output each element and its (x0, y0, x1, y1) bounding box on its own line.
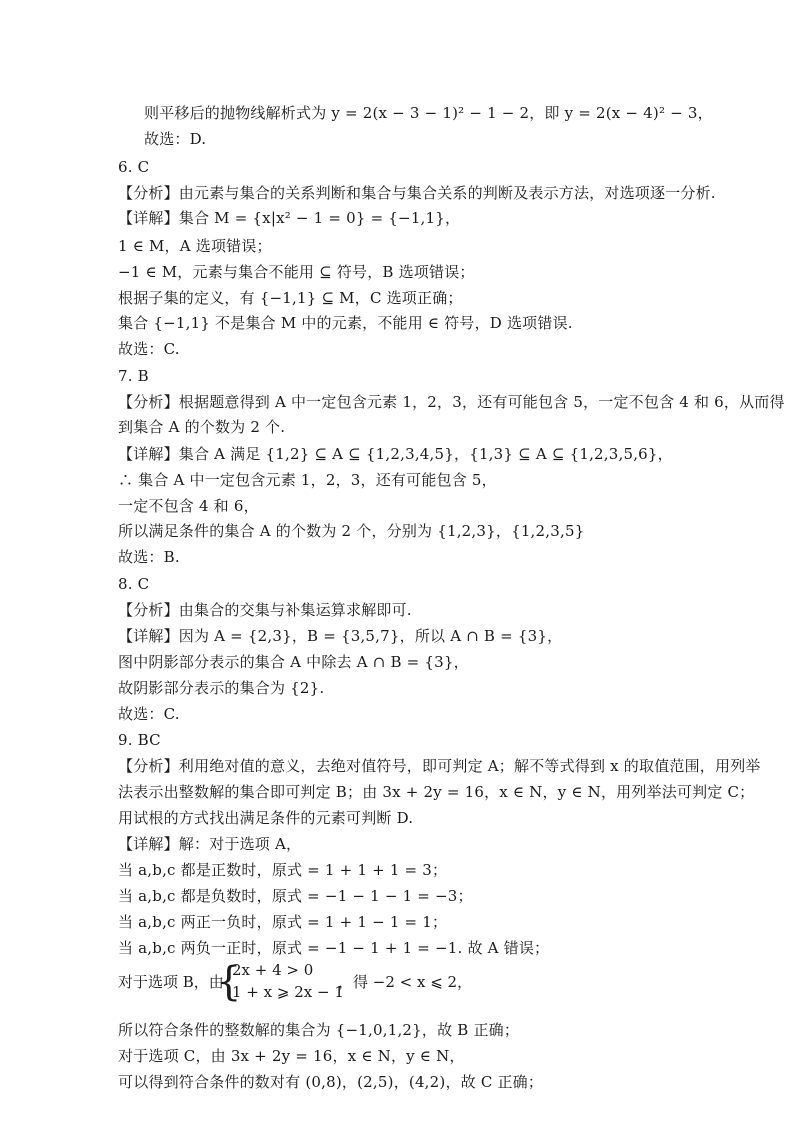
text-line: 一定不包含 4 和 6， (118, 497, 259, 515)
text-line: 当 a,b,c 两正一负时，原式 = 1 + 1 − 1 = 1； (118, 913, 448, 931)
text-line: 集合 {−1,1} 不是集合 M 中的元素，不能用 ∈ 符号，D 选项错误. (118, 314, 573, 332)
text-line: 【分析】根据题意得到 A 中一定包含元素 1，2，3，还有可能包含 5，一定不包含 4 和 6，从而得 (118, 393, 785, 411)
system-suffix: ，得 −2 < x ⩽ 2， (338, 973, 473, 991)
system-prefix: 对于选项 B，由 (118, 973, 224, 991)
text-line: 当 a,b,c 都是正数时，原式 = 1 + 1 + 1 = 3； (118, 861, 448, 879)
text-line: 法表示出整数解的集合即可判定 B；由 3x + 2y = 16，x ∈ N，y ∈ N，用列举法可判定 C； (118, 783, 755, 801)
text-line: 【分析】由元素与集合的关系判断和集合与集合关系的判断及表示方法，对选项逐一分析. (118, 184, 716, 202)
text-line: ∴ 集合 A 中一定包含元素 1，2，3，还有可能包含 5， (118, 471, 497, 489)
text-line: 故阴影部分表示的集合为 {2}. (118, 679, 325, 697)
text-line: 故选：D. (144, 130, 207, 148)
text-line: 当 a,b,c 都是负数时，原式 = −1 − 1 − 1 = −3； (118, 887, 473, 905)
text-line: 所以满足条件的集合 A 的个数为 2 个，分别为 {1,2,3}，{1,2,3,5} (118, 522, 585, 540)
text-line: 到集合 A 的个数为 2 个. (118, 418, 286, 436)
text-line: 【分析】由集合的交集与补集运算求解即可. (118, 601, 412, 619)
text-line: 故选：B. (118, 548, 180, 566)
text-line: 【详解】因为 A = {2,3}，B = {3,5,7}，所以 A ∩ B = {3}， (118, 627, 563, 645)
text-line: 8. C (118, 575, 150, 593)
system-line-1: 2x + 4 > 0 (232, 961, 314, 979)
text-line: 故选：C. (118, 705, 180, 723)
text-line: 则平移后的抛物线解析式为 y = 2(x − 3 − 1)² − 1 − 2，即 y = 2(x − 4)² − 3， (144, 104, 713, 122)
text-line: 所以符合条件的整数解的集合为 {−1,0,1,2}，故 B 正确； (118, 1021, 520, 1039)
text-line: 【分析】利用绝对值的意义，去绝对值符号，即可判定 A；解不等式得到 x 的取值范围，用列举 (118, 757, 761, 775)
text-line: 【详解】集合 M = {x|x² − 1 = 0} = {−1,1}， (118, 209, 461, 227)
text-line: 可以得到符合条件的数对有 (0,8)，(2,5)，(4,2)，故 C 正确； (118, 1073, 544, 1091)
system-brace: { (216, 959, 242, 1005)
text-line: 1 ∈ M，A 选项错误； (118, 237, 272, 255)
text-line: 【详解】集合 A 满足 {1,2} ⊆ A ⊆ {1,2,3,4,5}，{1,3} ⊆ A ⊆ {1,2,3,5,6}， (118, 445, 673, 463)
system-line-2: 1 + x ⩾ 2x − 1 (232, 983, 344, 1001)
text-line: 用试根的方式找出满足条件的元素可判断 D. (118, 809, 414, 827)
text-line: 对于选项 C，由 3x + 2y = 16，x ∈ N，y ∈ N， (118, 1047, 465, 1065)
text-line: 9. BC (118, 731, 161, 749)
text-line: 当 a,b,c 两负一正时，原式 = −1 − 1 + 1 = −1. 故 A 错误； (118, 939, 550, 957)
text-line: 6. C (118, 158, 150, 176)
text-line: 图中阴影部分表示的集合 A 中除去 A ∩ B = {3}， (118, 653, 469, 671)
text-line: −1 ∈ M，元素与集合不能用 ⊆ 符号，B 选项错误； (118, 263, 475, 281)
text-line: 7. B (118, 367, 149, 385)
text-line: 根据子集的定义，有 {−1,1} ⊆ M，C 选项正确； (118, 289, 463, 307)
text-line: 故选：C. (118, 340, 180, 358)
text-line: 【详解】解：对于选项 A， (118, 835, 302, 853)
